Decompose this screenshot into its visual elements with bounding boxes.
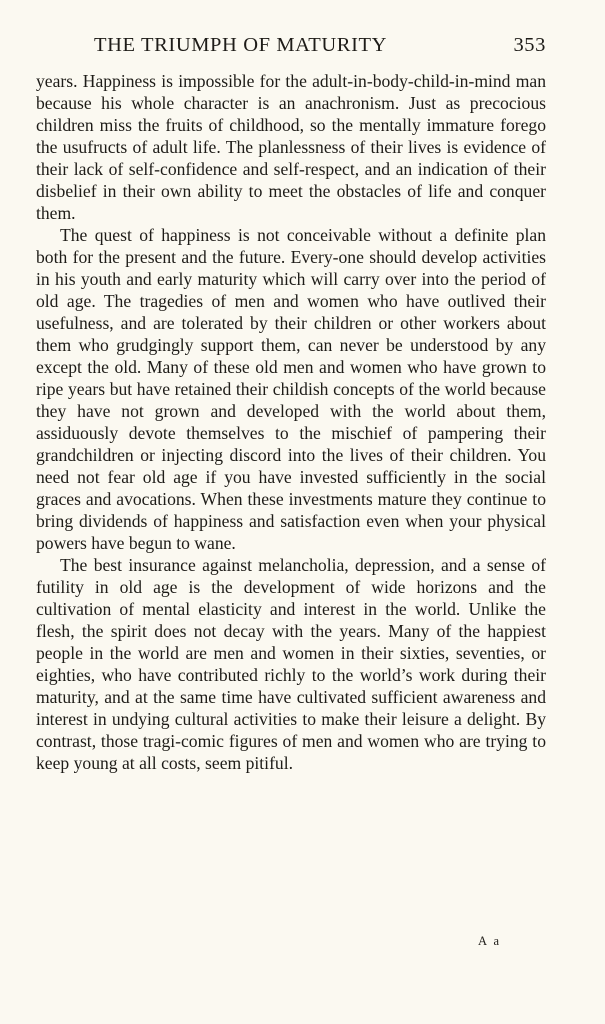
- paragraph-1: years. Happiness is impossible for the adult-in-body-child-in-mind man because his whole character is an anachronism. Just as precocious children miss the fruits of childhood, so the mentally immature forego the usufructs of adult life. The planlessness of their lives is evidence of their lack of self-confidence and self-respect, and an indication of their disbelief in their own ability to meet the obstacles of life and conquer them.: [36, 71, 546, 223]
- page-number: 353: [513, 34, 546, 56]
- paragraph-3: The best insurance against melancholia, depression, and a sense of futility in old age is the development of wide horizons and the cultivation of mental elasticity and interest in the world. Unlike the flesh, the spirit does not decay with the years. Many of the happiest people in the world are men and women in their sixties, seventies, or eighties, who have contributed richly to the world’s work during their maturity, and at the same time have cultivated sufficient awareness and interest in undying cultural activities to make their leisure a delight. By contrast, those tragi-comic figures of men and women who are trying to keep young at all costs, seem pitiful.: [36, 555, 546, 773]
- running-head: [36, 34, 546, 64]
- body-text: [36, 70, 546, 774]
- signature-mark: A a: [478, 934, 502, 948]
- paragraph-2: The quest of happiness is not conceivable without a definite plan both for the present and the future. Every-one should develop activities in his youth and early maturity which will carry over into the period of old age. The tragedies of men and women who have outlived their usefulness, and are tolerated by their children or other workers about them who grudgingly support them, can never be understood by any except the old. Many of these old men and women who have grown to ripe years but have retained their childish concepts of the world because they have not grown and developed with the world about them, assiduously devote themselves to the mischief of pampering their grandchildren or injecting discord into the lives of their children. You need not fear old age if you have invested sufficiently in the social graces and avocations. When these investments mature they continue to bring dividends of happiness and satisfaction even when your physical powers have begun to wane.: [36, 225, 546, 553]
- running-title: THE TRIUMPH OF MATURITY: [94, 34, 388, 56]
